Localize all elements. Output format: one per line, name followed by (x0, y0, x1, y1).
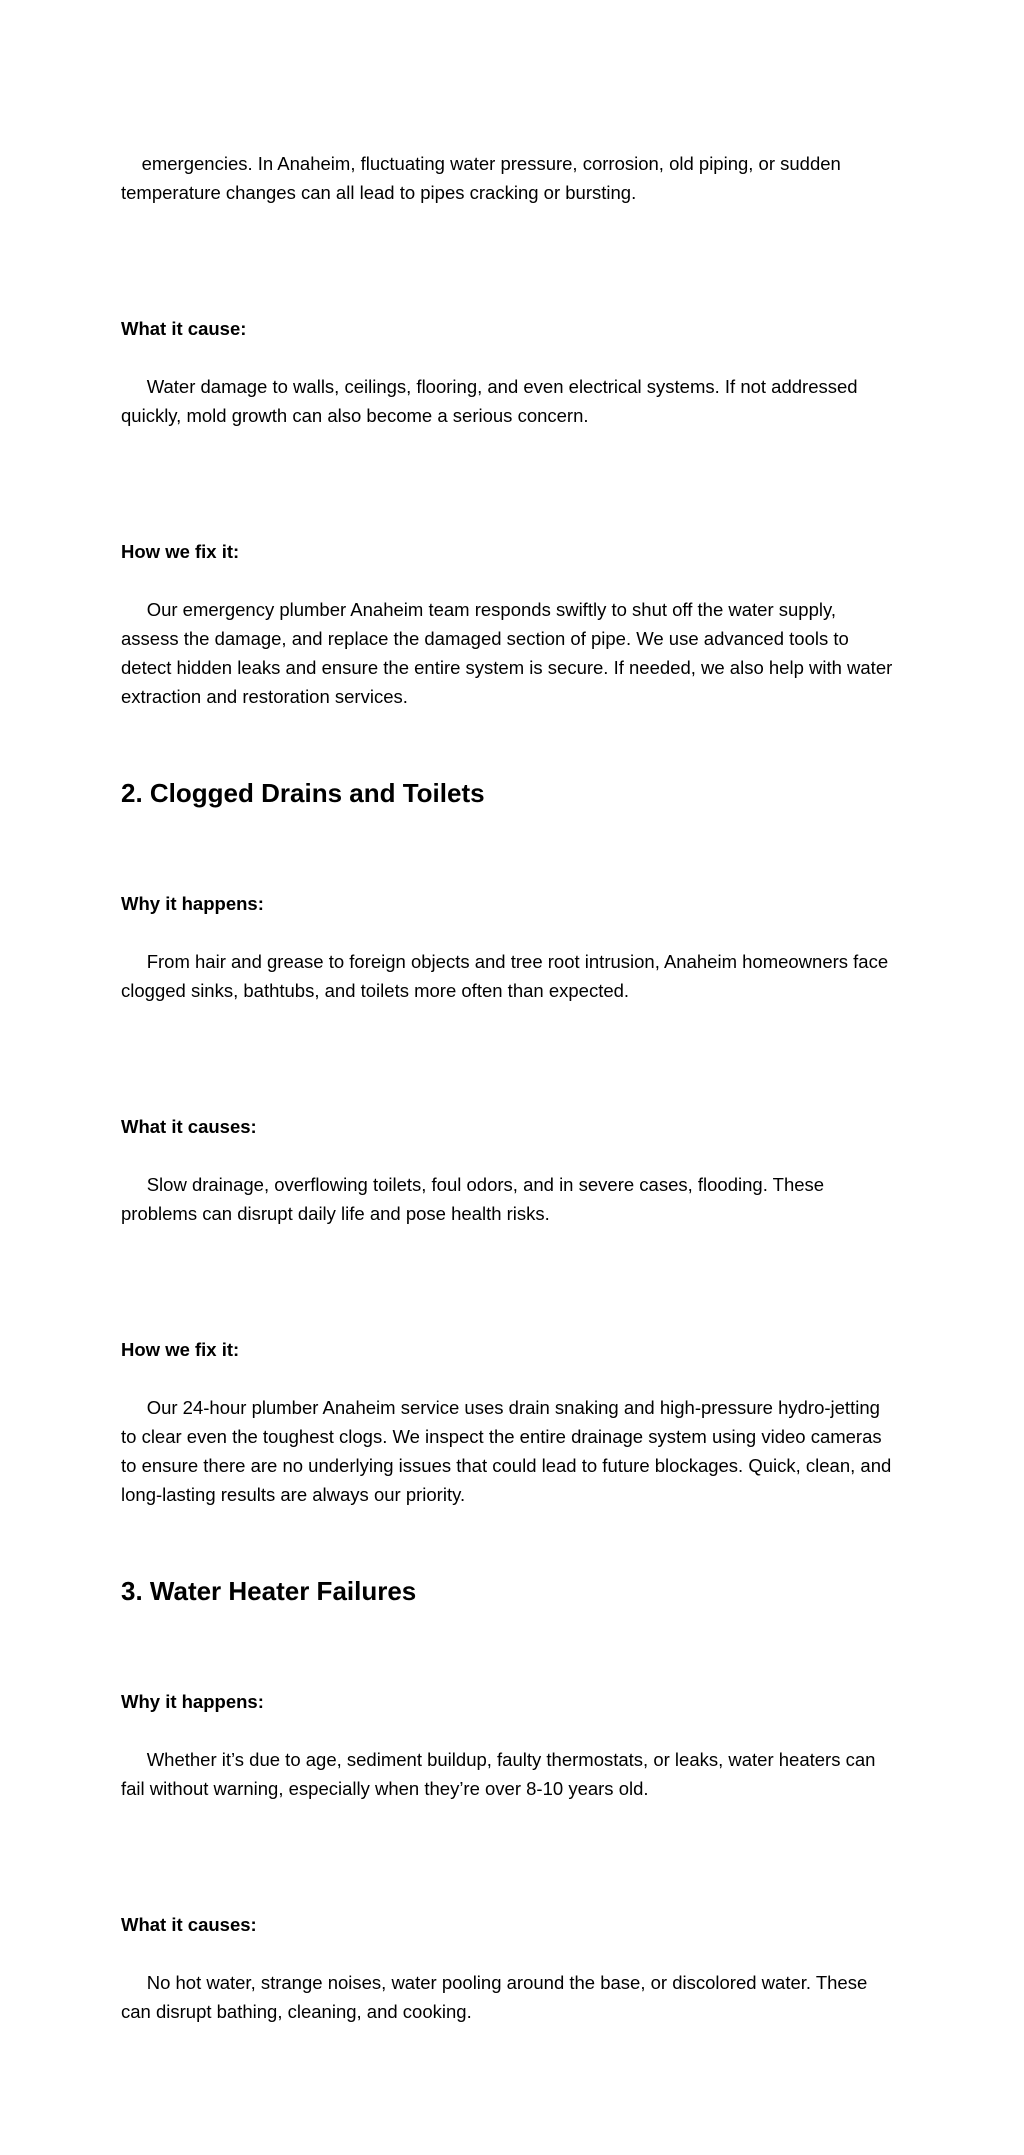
section2-how-we-fix-label: How we fix it: (121, 1339, 240, 1360)
section1-what-it-causes-text: Water damage to walls, ceilings, flooring, and even electrical systems. If not addressed quickly, mold growth can also become a serious concern. (121, 376, 863, 426)
section3-heading: 3. Water Heater Failures (121, 1576, 417, 1606)
section1-how-we-fix-text: Our emergency plumber Anaheim team responds swiftly to shut off the water supply, assess the damage, and replace the damaged section of pipe. We use advanced tools to detect hidden leaks and ensure the entire system is secure. If needed, we also help with water extraction and restoration services. (121, 599, 898, 707)
section2-what-it-causes-paragraph (121, 1054, 896, 1257)
section2-why-it-happens-text: From hair and grease to foreign objects and tree root intrusion, Anaheim homeowners face clogged sinks, bathtubs, and toilets more often than expected. (121, 951, 894, 1001)
section1-how-we-fix-label: How we fix it: (121, 541, 240, 562)
section2-heading: 2. Clogged Drains and Toilets (121, 778, 485, 808)
section2-how-we-fix-paragraph (121, 1277, 896, 1538)
section3-what-it-causes-text: No hot water, strange noises, water pooling around the base, or discolored water. These can disrupt bathing, cleaning, and cooking. (121, 1972, 873, 2022)
paragraph-burst-pipes-continuation (121, 120, 896, 236)
section3-why-it-happens-text: Whether it’s due to age, sediment buildup, faulty thermostats, or leaks, water heaters can fail without warning, especially when they’re over 8-10 years old. (121, 1749, 881, 1799)
section1-how-we-fix-paragraph (121, 479, 896, 740)
section2-what-it-causes-label: What it causes: (121, 1116, 257, 1137)
section3-why-it-happens-paragraph (121, 1629, 896, 1832)
section3-what-it-causes-paragraph (121, 1852, 896, 2055)
paragraph-text: emergencies. In Anaheim, fluctuating water pressure, corrosion, old piping, or sudden temperature changes can all lead to pipes cracking or bursting. (121, 153, 846, 203)
section1-what-it-causes-label: What it cause: (121, 318, 247, 339)
section3-what-it-causes-label: What it causes: (121, 1914, 257, 1935)
section2-why-it-happens-label: Why it happens: (121, 893, 264, 914)
section2-what-it-causes-text: Slow drainage, overflowing toilets, foul odors, and in severe cases, flooding. These problems can disrupt daily life and pose health risks. (121, 1174, 830, 1224)
section2-why-it-happens-paragraph (121, 831, 896, 1034)
section3-why-it-happens-label: Why it happens: (121, 1691, 264, 1712)
section2-how-we-fix-text: Our 24-hour plumber Anaheim service uses drain snaking and high-pressure hydro-jetting to clear even the toughest clogs. We inspect the entire drainage system using video cameras to ensure there are no underlying issues that could lead to future blockages. Quick, clean, and long-lasting results are always our priority. (121, 1397, 897, 1505)
section1-what-it-causes-paragraph (121, 256, 896, 459)
